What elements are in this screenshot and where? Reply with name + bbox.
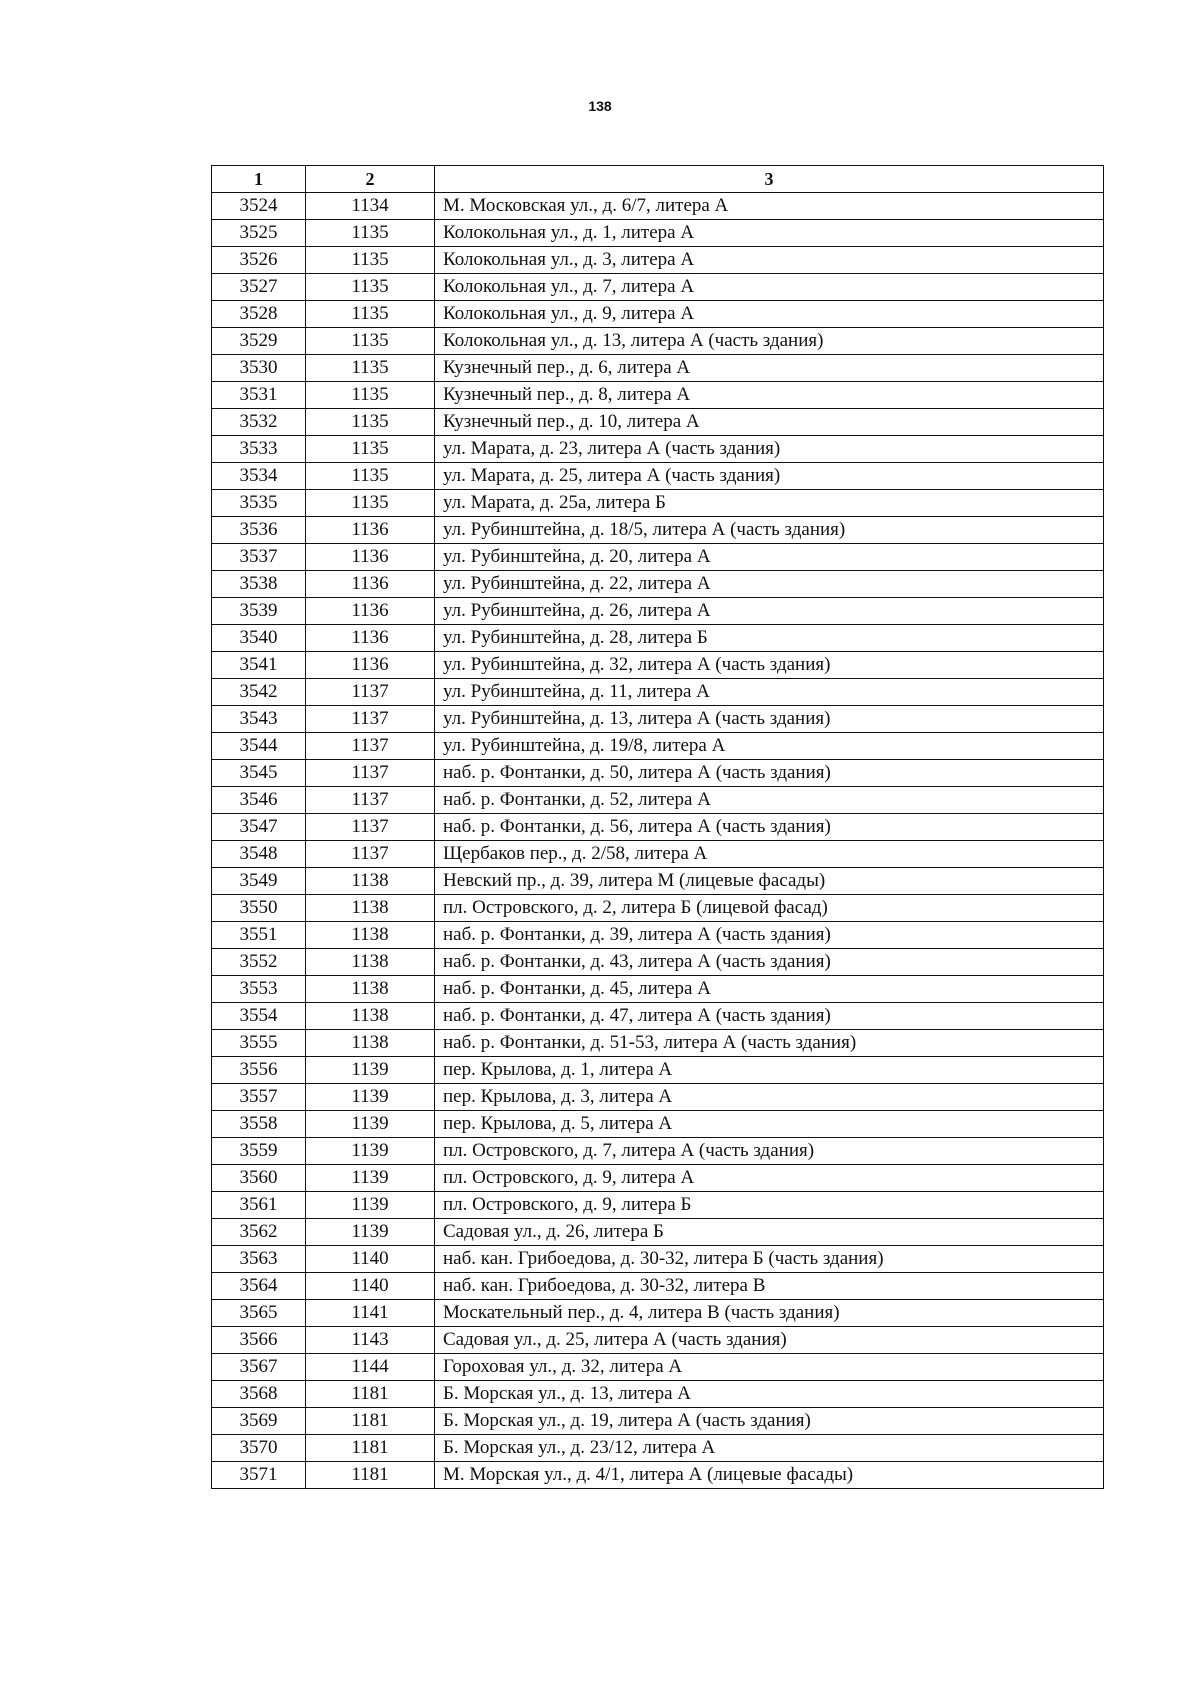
address-cell: наб. р. Фонтанки, д. 45, литера А: [435, 976, 1104, 1003]
row-number-cell: 3545: [212, 760, 306, 787]
table-row: [212, 652, 1104, 679]
address-cell: наб. р. Фонтанки, д. 39, литера А (часть здания): [435, 922, 1104, 949]
row-number-cell: 3540: [212, 625, 306, 652]
group-number-cell: 1135: [306, 355, 435, 382]
address-cell: пл. Островского, д. 9, литера Б: [435, 1192, 1104, 1219]
table-row: [212, 1381, 1104, 1408]
row-number-cell: 3525: [212, 220, 306, 247]
address-cell: пер. Крылова, д. 1, литера А: [435, 1057, 1104, 1084]
group-number-cell: 1135: [306, 490, 435, 517]
address-cell: ул. Рубинштейна, д. 32, литера А (часть здания): [435, 652, 1104, 679]
group-number-cell: 1139: [306, 1138, 435, 1165]
address-cell: ул. Рубинштейна, д. 22, литера А: [435, 571, 1104, 598]
address-cell: наб. р. Фонтанки, д. 56, литера А (часть здания): [435, 814, 1104, 841]
row-number-cell: 3563: [212, 1246, 306, 1273]
table-row: [212, 1138, 1104, 1165]
group-number-cell: 1139: [306, 1111, 435, 1138]
address-cell: наб. р. Фонтанки, д. 50, литера А (часть здания): [435, 760, 1104, 787]
address-cell: пл. Островского, д. 2, литера Б (лицевой фасад): [435, 895, 1104, 922]
address-cell: наб. кан. Грибоедова, д. 30-32, литера В: [435, 1273, 1104, 1300]
address-cell: ул. Рубинштейна, д. 20, литера А: [435, 544, 1104, 571]
group-number-cell: 1136: [306, 598, 435, 625]
row-number-cell: 3571: [212, 1462, 306, 1489]
group-number-cell: 1138: [306, 949, 435, 976]
row-number-cell: 3569: [212, 1408, 306, 1435]
row-number-cell: 3556: [212, 1057, 306, 1084]
address-cell: пл. Островского, д. 7, литера А (часть здания): [435, 1138, 1104, 1165]
table-row: [212, 1192, 1104, 1219]
group-number-cell: 1137: [306, 841, 435, 868]
table-row: [212, 1003, 1104, 1030]
address-cell: ул. Рубинштейна, д. 19/8, литера А: [435, 733, 1104, 760]
address-cell: Колокольная ул., д. 1, литера А: [435, 220, 1104, 247]
table-body: [212, 193, 1104, 1489]
address-cell: наб. р. Фонтанки, д. 51-53, литера А (часть здания): [435, 1030, 1104, 1057]
address-cell: Б. Морская ул., д. 23/12, литера А: [435, 1435, 1104, 1462]
table-row: [212, 1300, 1104, 1327]
group-number-cell: 1137: [306, 733, 435, 760]
table-row: [212, 1462, 1104, 1489]
row-number-cell: 3536: [212, 517, 306, 544]
table-row: [212, 328, 1104, 355]
group-number-cell: 1139: [306, 1192, 435, 1219]
group-number-cell: 1138: [306, 1030, 435, 1057]
address-cell: ул. Марата, д. 23, литера А (часть здания): [435, 436, 1104, 463]
group-number-cell: 1135: [306, 382, 435, 409]
header-col-3: 3: [435, 166, 1104, 193]
row-number-cell: 3533: [212, 436, 306, 463]
header-col-2: 2: [306, 166, 435, 193]
address-cell: М. Морская ул., д. 4/1, литера А (лицевые фасады): [435, 1462, 1104, 1489]
group-number-cell: 1135: [306, 328, 435, 355]
table-row: [212, 706, 1104, 733]
row-number-cell: 3538: [212, 571, 306, 598]
address-cell: Садовая ул., д. 25, литера А (часть здания): [435, 1327, 1104, 1354]
row-number-cell: 3547: [212, 814, 306, 841]
group-number-cell: 1138: [306, 922, 435, 949]
row-number-cell: 3551: [212, 922, 306, 949]
address-cell: М. Московская ул., д. 6/7, литера А: [435, 193, 1104, 220]
row-number-cell: 3561: [212, 1192, 306, 1219]
group-number-cell: 1181: [306, 1462, 435, 1489]
table-row: [212, 490, 1104, 517]
group-number-cell: 1181: [306, 1381, 435, 1408]
address-cell: пер. Крылова, д. 3, литера А: [435, 1084, 1104, 1111]
row-number-cell: 3528: [212, 301, 306, 328]
row-number-cell: 3527: [212, 274, 306, 301]
row-number-cell: 3546: [212, 787, 306, 814]
group-number-cell: 1135: [306, 409, 435, 436]
row-number-cell: 3552: [212, 949, 306, 976]
table-row: [212, 544, 1104, 571]
group-number-cell: 1137: [306, 706, 435, 733]
group-number-cell: 1141: [306, 1300, 435, 1327]
row-number-cell: 3531: [212, 382, 306, 409]
table-row: [212, 1435, 1104, 1462]
group-number-cell: 1138: [306, 1003, 435, 1030]
table-row: [212, 463, 1104, 490]
address-cell: наб. кан. Грибоедова, д. 30-32, литера Б (часть здания): [435, 1246, 1104, 1273]
address-cell: ул. Марата, д. 25, литера А (часть здания): [435, 463, 1104, 490]
address-cell: Невский пр., д. 39, литера М (лицевые фасады): [435, 868, 1104, 895]
table-row: [212, 868, 1104, 895]
row-number-cell: 3544: [212, 733, 306, 760]
table-row: [212, 409, 1104, 436]
group-number-cell: 1139: [306, 1219, 435, 1246]
table-row: [212, 1165, 1104, 1192]
address-cell: Колокольная ул., д. 3, литера А: [435, 247, 1104, 274]
registry-table: [211, 165, 1104, 1489]
group-number-cell: 1134: [306, 193, 435, 220]
table-header: [212, 166, 1104, 193]
row-number-cell: 3534: [212, 463, 306, 490]
group-number-cell: 1136: [306, 652, 435, 679]
address-cell: Кузнечный пер., д. 10, литера А: [435, 409, 1104, 436]
address-cell: Щербаков пер., д. 2/58, литера А: [435, 841, 1104, 868]
table-row: [212, 1219, 1104, 1246]
table-row: [212, 895, 1104, 922]
group-number-cell: 1139: [306, 1084, 435, 1111]
table-row: [212, 1111, 1104, 1138]
row-number-cell: 3535: [212, 490, 306, 517]
address-cell: Б. Морская ул., д. 19, литера А (часть здания): [435, 1408, 1104, 1435]
row-number-cell: 3541: [212, 652, 306, 679]
table-row: [212, 571, 1104, 598]
table-row: [212, 1084, 1104, 1111]
group-number-cell: 1137: [306, 760, 435, 787]
group-number-cell: 1181: [306, 1408, 435, 1435]
table-row: [212, 517, 1104, 544]
address-cell: пл. Островского, д. 9, литера А: [435, 1165, 1104, 1192]
table-row: [212, 1246, 1104, 1273]
row-number-cell: 3537: [212, 544, 306, 571]
address-cell: Б. Морская ул., д. 13, литера А: [435, 1381, 1104, 1408]
row-number-cell: 3562: [212, 1219, 306, 1246]
address-cell: ул. Рубинштейна, д. 28, литера Б: [435, 625, 1104, 652]
header-row: [212, 166, 1104, 193]
table-row: [212, 1354, 1104, 1381]
group-number-cell: 1138: [306, 976, 435, 1003]
group-number-cell: 1144: [306, 1354, 435, 1381]
table-row: [212, 355, 1104, 382]
row-number-cell: 3543: [212, 706, 306, 733]
table-row: [212, 760, 1104, 787]
table-row: [212, 220, 1104, 247]
row-number-cell: 3548: [212, 841, 306, 868]
address-cell: Садовая ул., д. 26, литера Б: [435, 1219, 1104, 1246]
group-number-cell: 1140: [306, 1246, 435, 1273]
address-cell: Кузнечный пер., д. 6, литера А: [435, 355, 1104, 382]
group-number-cell: 1135: [306, 247, 435, 274]
table-row: [212, 679, 1104, 706]
group-number-cell: 1135: [306, 463, 435, 490]
group-number-cell: 1136: [306, 544, 435, 571]
row-number-cell: 3554: [212, 1003, 306, 1030]
row-number-cell: 3549: [212, 868, 306, 895]
table-row: [212, 1327, 1104, 1354]
group-number-cell: 1137: [306, 787, 435, 814]
address-cell: ул. Марата, д. 25а, литера Б: [435, 490, 1104, 517]
address-cell: ул. Рубинштейна, д. 26, литера А: [435, 598, 1104, 625]
table-row: [212, 1057, 1104, 1084]
group-number-cell: 1135: [306, 274, 435, 301]
address-cell: наб. р. Фонтанки, д. 47, литера А (часть здания): [435, 1003, 1104, 1030]
group-number-cell: 1136: [306, 625, 435, 652]
table-row: [212, 841, 1104, 868]
table-row: [212, 814, 1104, 841]
group-number-cell: 1139: [306, 1165, 435, 1192]
address-cell: наб. р. Фонтанки, д. 52, литера А: [435, 787, 1104, 814]
row-number-cell: 3559: [212, 1138, 306, 1165]
row-number-cell: 3526: [212, 247, 306, 274]
table-row: [212, 301, 1104, 328]
table-row: [212, 787, 1104, 814]
row-number-cell: 3529: [212, 328, 306, 355]
row-number-cell: 3567: [212, 1354, 306, 1381]
group-number-cell: 1137: [306, 679, 435, 706]
row-number-cell: 3557: [212, 1084, 306, 1111]
group-number-cell: 1135: [306, 436, 435, 463]
table-row: [212, 274, 1104, 301]
address-cell: Гороховая ул., д. 32, литера А: [435, 1354, 1104, 1381]
group-number-cell: 1135: [306, 220, 435, 247]
table-row: [212, 193, 1104, 220]
row-number-cell: 3560: [212, 1165, 306, 1192]
address-cell: Колокольная ул., д. 13, литера А (часть здания): [435, 328, 1104, 355]
row-number-cell: 3524: [212, 193, 306, 220]
table-row: [212, 733, 1104, 760]
header-col-1: 1: [212, 166, 306, 193]
row-number-cell: 3539: [212, 598, 306, 625]
row-number-cell: 3553: [212, 976, 306, 1003]
row-number-cell: 3530: [212, 355, 306, 382]
row-number-cell: 3550: [212, 895, 306, 922]
row-number-cell: 3532: [212, 409, 306, 436]
address-cell: ул. Рубинштейна, д. 13, литера А (часть здания): [435, 706, 1104, 733]
group-number-cell: 1139: [306, 1057, 435, 1084]
group-number-cell: 1136: [306, 517, 435, 544]
table-row: [212, 436, 1104, 463]
row-number-cell: 3566: [212, 1327, 306, 1354]
group-number-cell: 1135: [306, 301, 435, 328]
table-row: [212, 1408, 1104, 1435]
table-row: [212, 1030, 1104, 1057]
row-number-cell: 3570: [212, 1435, 306, 1462]
group-number-cell: 1143: [306, 1327, 435, 1354]
table-row: [212, 922, 1104, 949]
address-cell: наб. р. Фонтанки, д. 43, литера А (часть здания): [435, 949, 1104, 976]
row-number-cell: 3564: [212, 1273, 306, 1300]
group-number-cell: 1181: [306, 1435, 435, 1462]
group-number-cell: 1138: [306, 868, 435, 895]
address-cell: ул. Рубинштейна, д. 18/5, литера А (часть здания): [435, 517, 1104, 544]
table-row: [212, 598, 1104, 625]
table-row: [212, 976, 1104, 1003]
group-number-cell: 1137: [306, 814, 435, 841]
address-cell: ул. Рубинштейна, д. 11, литера А: [435, 679, 1104, 706]
table-row: [212, 382, 1104, 409]
table-row: [212, 949, 1104, 976]
address-cell: пер. Крылова, д. 5, литера А: [435, 1111, 1104, 1138]
row-number-cell: 3565: [212, 1300, 306, 1327]
table-row: [212, 1273, 1104, 1300]
address-cell: Кузнечный пер., д. 8, литера А: [435, 382, 1104, 409]
group-number-cell: 1138: [306, 895, 435, 922]
table-row: [212, 247, 1104, 274]
page-number: 138: [588, 98, 612, 114]
row-number-cell: 3568: [212, 1381, 306, 1408]
row-number-cell: 3542: [212, 679, 306, 706]
table-row: [212, 625, 1104, 652]
row-number-cell: 3555: [212, 1030, 306, 1057]
address-cell: Колокольная ул., д. 7, литера А: [435, 274, 1104, 301]
address-cell: Колокольная ул., д. 9, литера А: [435, 301, 1104, 328]
address-cell: Москательный пер., д. 4, литера В (часть здания): [435, 1300, 1104, 1327]
group-number-cell: 1140: [306, 1273, 435, 1300]
row-number-cell: 3558: [212, 1111, 306, 1138]
group-number-cell: 1136: [306, 571, 435, 598]
